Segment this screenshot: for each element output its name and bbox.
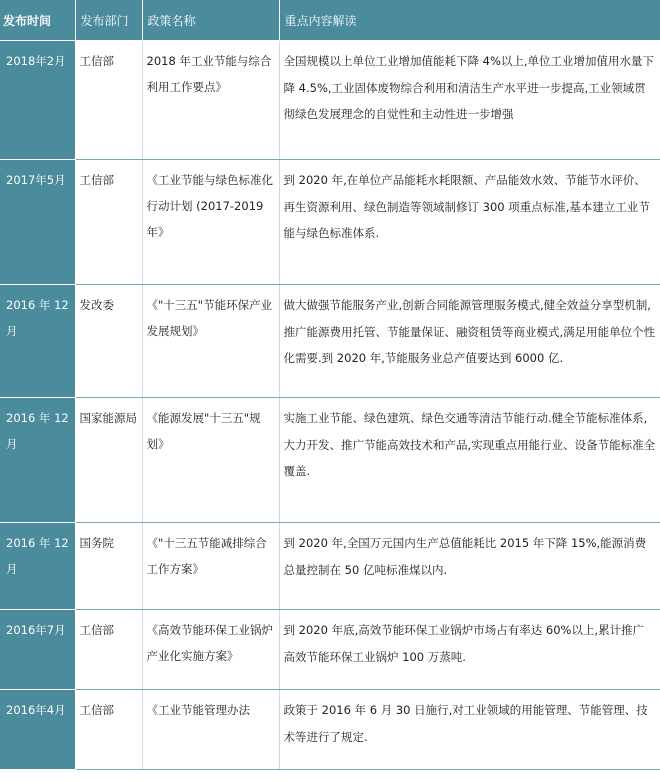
row-policy-name: 《"十三五"节能环保产业发展规划》 [142,285,279,398]
row-department: 工信部 [75,160,142,285]
header-row [0,0,660,41]
table-row [0,610,660,690]
table-row [0,160,660,285]
row-content: 实施工业节能、绿色建筑、绿色交通等清洁节能行动.健全节能标准体系,大力开发、推广节能高效技术和产品,实现重点用能行业、设备节能标准全覆盖. [279,398,660,523]
row-policy-name: 《能源发展"十三五"规划》 [142,398,279,523]
row-policy-name: 《工业节能与绿色标准化行动计划 (2017-2019 年》 [142,160,279,285]
row-date: 2016 年 12 月 [0,523,75,610]
row-department: 发改委 [75,285,142,398]
row-content: 到 2020 年底,高效节能环保工业锅炉市场占有率达 60%以上,累计推广高效节能环保工业锅炉 100 万蒸吨. [279,610,660,690]
row-policy-name: 《工业节能管理办法 [142,690,279,770]
table-row [0,285,660,398]
row-content: 做大做强节能服务产业,创新合同能源管理服务模式,健全效益分享型机制,推广能源费用托管、节能量保证、融资租赁等商业模式,满足用能单位个性化需要.到 2020 年,节能服务业总产值要达到 6000 亿. [279,285,660,398]
row-date: 2016年4月 [0,690,75,770]
table-row [0,41,660,160]
row-date: 2016年7月 [0,610,75,690]
row-department: 工信部 [75,41,142,160]
header-date: 发布时间 [0,0,75,41]
row-content: 到 2020 年,全国万元国内生产总值能耗比 2015 年下降 15%,能源消费总量控制在 50 亿吨标准煤以内. [279,523,660,610]
row-date: 2016 年 12 月 [0,285,75,398]
row-date: 2018年2月 [0,41,75,160]
row-content: 政策于 2016 年 6 月 30 日施行,对工业领域的用能管理、节能管理、技术等进行了规定. [279,690,660,770]
table-row [0,690,660,770]
row-date: 2017年5月 [0,160,75,285]
row-policy-name: 2018 年工业节能与综合利用工作要点》 [142,41,279,160]
row-department: 国家能源局 [75,398,142,523]
row-date: 2016 年 12 月 [0,398,75,523]
header-policy-name: 政策名称 [142,0,279,41]
row-department: 工信部 [75,690,142,770]
header-key-content: 重点内容解读 [279,0,660,41]
header-department: 发布部门 [75,0,142,41]
row-policy-name: 《"十三五节能减排综合工作方案》 [142,523,279,610]
table-row [0,398,660,523]
row-content: 全国规模以上单位工业增加值能耗下降 4%以上,单位工业增加值用水量下降 4.5%,工业固体废物综合利用和清洁生产水平进一步提高,工业领域贯彻绿色发展理念的自觉性和主动性进一步增强 [279,41,660,160]
row-department: 国务院 [75,523,142,610]
row-department: 工信部 [75,610,142,690]
row-policy-name: 《高效节能环保工业锅炉产业化实施方案》 [142,610,279,690]
row-content: 到 2020 年,在单位产品能耗水耗限额、产品能效水效、节能节水评价、再生资源利用、绿色制造等领域制修订 300 项重点标准,基本建立工业节能与绿色标准体系. [279,160,660,285]
table-row [0,523,660,610]
